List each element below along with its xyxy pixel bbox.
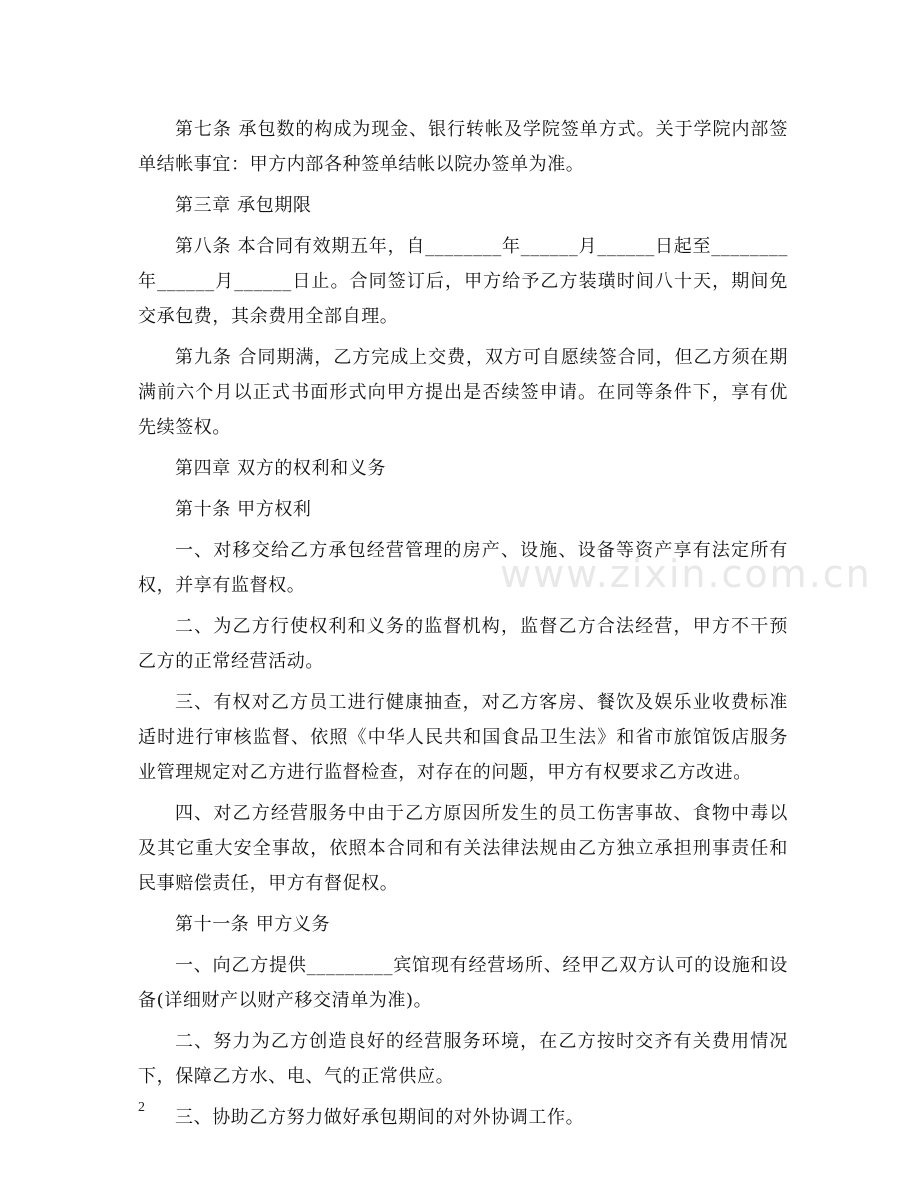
paragraph: 二、努力为乙方创造良好的经营服务环境，在乙方按时交齐有关费用情况下，保障乙方水、电、气的正常供应。 [138,1031,788,1087]
paragraph: 第八条 本合同有效期五年，自________年______月______日起至________年______月______日止。合同签订后，甲方给予乙方装璜时间八十天，期间免交承包费，其余费用全部自理。 [138,236,788,327]
paragraph: 四、对乙方经营服务中由于乙方原因所发生的员工伤害事故、食物中毒以及其它重大安全事故，依照本合同和有关法律法规由乙方独立承担刑事责任和民事赔偿责任，甲方有督促权。 [138,803,788,894]
paragraph: 三、协助乙方努力做好承包期间的对外协调工作。 [175,1107,585,1128]
article-heading: 第十一条 甲方义务 [175,914,331,935]
watermark: www.zixin.com.cn [500,552,872,596]
paragraph: 第九条 合同期满，乙方完成上交费，双方可自愿续签合同，但乙方须在期满前六个月以正式书面形式向甲方提出是否续签申请。在同等条件下，享有优先续签权。 [138,347,788,438]
chapter-heading: 第三章 承包期限 [175,195,312,216]
paragraph: 三、有权对乙方员工进行健康抽查，对乙方客房、餐饮及娱乐业收费标准适时进行审核监督、依照《中华人民共和国食品卫生法》和省市旅馆饭店服务业管理规定对乙方进行监督检查，对存在的问题，甲方有权要求乙方改进。 [138,692,788,783]
paragraph: 一、向乙方提供_________宾馆现有经营场所、经甲乙双方认可的设施和设备(详细财产以财产移交清单为准)。 [138,955,788,1011]
paragraph: 第七条 承包数的构成为现金、银行转帐及学院签单方式。关于学院内部签单结帐事宜：甲方内部各种签单结帐以院办签单为准。 [138,119,788,175]
paragraph: 二、为乙方行使权利和义务的监督机构，监督乙方合法经营，甲方不干预乙方的正常经营活动。 [138,616,788,672]
paragraph: 一、对移交给乙方承包经营管理的房产、设施、设备等资产享有法定所有权，并享有监督权。 [138,540,788,596]
article-heading: 第十条 甲方权利 [175,499,312,520]
page-number: 2 [138,1100,145,1115]
chapter-heading: 第四章 双方的权利和义务 [175,458,386,479]
document-body [138,112,788,1141]
